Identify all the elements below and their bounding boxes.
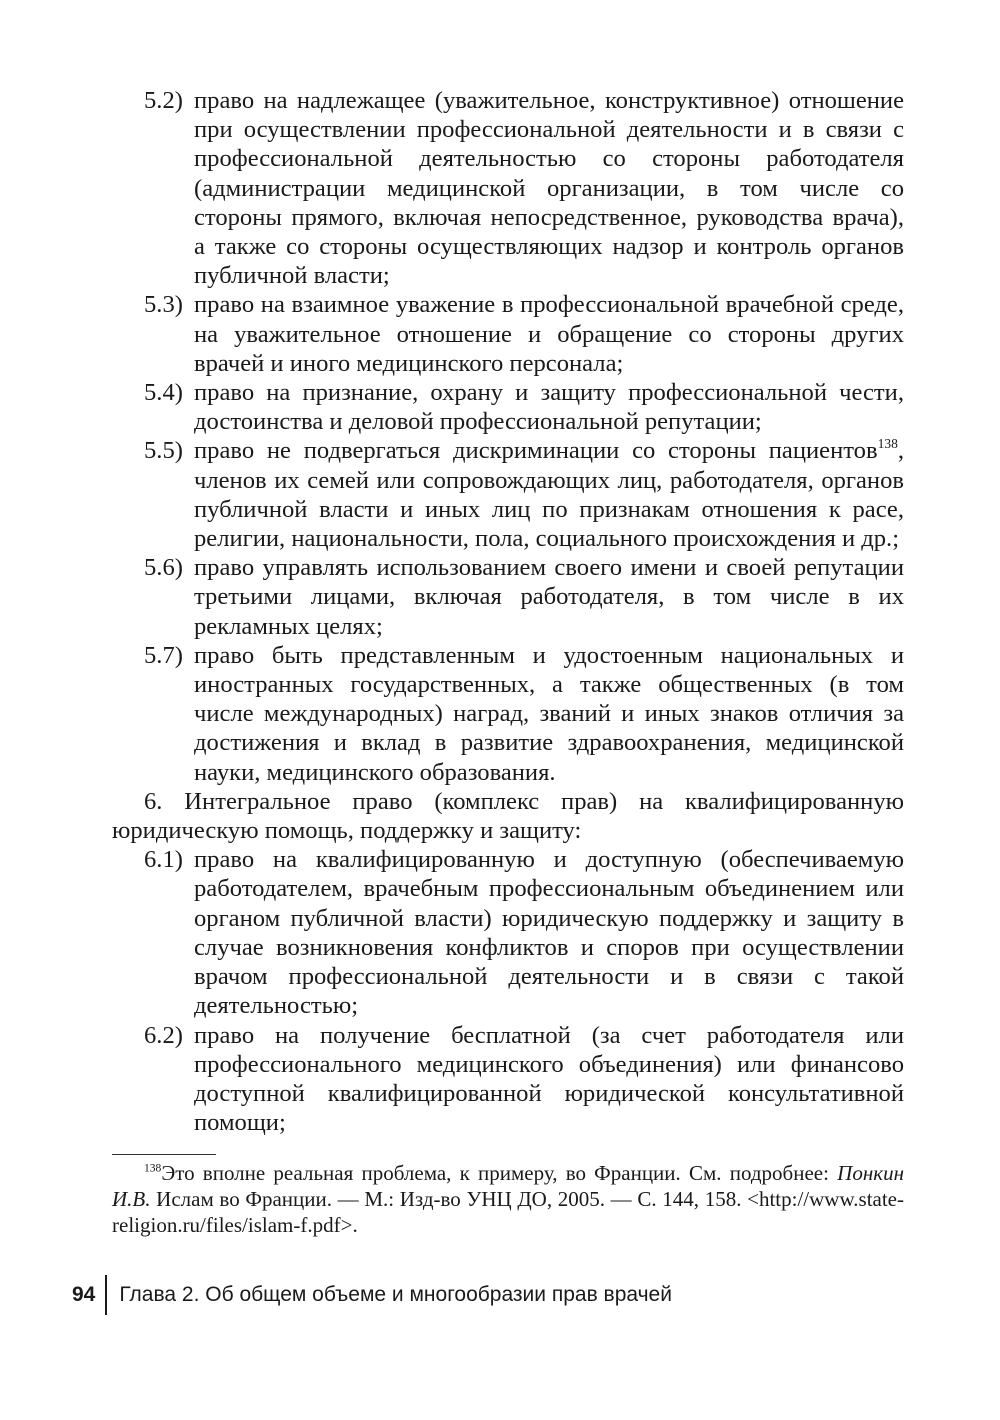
running-footer (72, 1275, 672, 1315)
item-number: 5.3) (144, 291, 183, 319)
item-number: 5.5) (144, 437, 183, 465)
list-item-6-2 (112, 1021, 904, 1138)
footnote-reference[interactable]: 138 (877, 436, 898, 452)
section-6-heading: 6. Интегральное право (комплекс прав) на квалифицированную юридическую помощь, поддержку и защиту: (112, 787, 904, 845)
footnote (112, 1160, 904, 1238)
footnote-citation: Ислам во Франции. — М.: Изд-во УНЦ ДО, 2005. — С. 144, 158. <http://www.state-religion.ru/files/islam-f.pdf>. (112, 1187, 904, 1237)
list-item-5-3 (112, 290, 904, 378)
main-text (112, 86, 904, 1137)
list-item-5-6 (112, 553, 904, 641)
footnote-divider (112, 1154, 216, 1155)
item-number: 6.1) (144, 846, 183, 874)
footer-divider (105, 1275, 107, 1315)
list-item-5-7 (112, 641, 904, 787)
chapter-title: Глава 2. Об общем объеме и многообразии прав врачей (119, 1283, 672, 1306)
item-number: 6.2) (144, 1021, 183, 1049)
item-number: 5.2) (144, 87, 183, 114)
item-text: право на получение бесплатной (за счет работодателя или профессионального медицинского объединения) или финансово доступной квалифицированной юридической консультативной помощи; (194, 1021, 904, 1137)
list-item-5-4 (112, 378, 904, 436)
item-text: право не подвергаться дискриминации со стороны пациентов (194, 437, 878, 465)
item-number: 5.4) (144, 379, 183, 407)
item-text: право управлять использованием своего имени и своей репутации третьими лицами, включая работодателя, в том числе в их рекламных целях; (194, 554, 904, 640)
footnote-text: Это вполне реальная проблема, к примеру, во Франции. См. подробнее: (161, 1161, 838, 1185)
list-item-5-2 (112, 86, 904, 290)
page-number: 94 (72, 1283, 96, 1306)
item-text: право на взаимное уважение в профессиональной врачебной среде, на уважительное отношение и обращение со стороны других врачей и иного медицинского персонала; (194, 291, 904, 377)
list-item-6-1 (112, 845, 904, 1020)
item-text: право на квалифицированную и доступную (обеспечиваемую работодателем, врачебным профессиональным объединением или органом публичной власти) юридическую поддержку и защиту в случае возникновения конфликтов и споров при осуществлении врачом профессиональной деятельности и в связи с такой деятельностью; (194, 846, 904, 1020)
footnote-author: Понкин И.В. (112, 1161, 904, 1211)
list-item-5-5 (112, 436, 904, 553)
footnote-number: 138 (144, 1162, 162, 1175)
item-text: право на признание, охрану и защиту профессиональной чести, достоинства и деловой профессиональной репутации; (194, 379, 904, 436)
item-text: право на надлежащее (уважительное, конструктивное) отношение при осуществлении профессиональной деятельности и в связи с профессиональной деятельностью со стороны работодателя (администрации медицинской организации, в том числе со стороны прямого, включая непосредственное, руководства врача), а также со стороны осуществляющих надзор и контроль органов публичной власти; (194, 87, 904, 290)
item-number: 5.6) (144, 554, 183, 582)
item-text-continued: , членов их семей или сопровождающих лиц, работодателя, органов публичной власти и иных лиц по признакам отношения к расе, религии, национальности, пола, социального происхождения и др.; (194, 437, 904, 553)
item-number: 5.7) (144, 641, 183, 669)
item-text: право быть представленным и удостоенным национальных и иностранных государственных, а также общественных (в том числе международных) наград, званий и иных знаков отличия за достижения и вклад в развитие здравоохранения, медицинской науки, медицинского образования. (194, 641, 904, 786)
